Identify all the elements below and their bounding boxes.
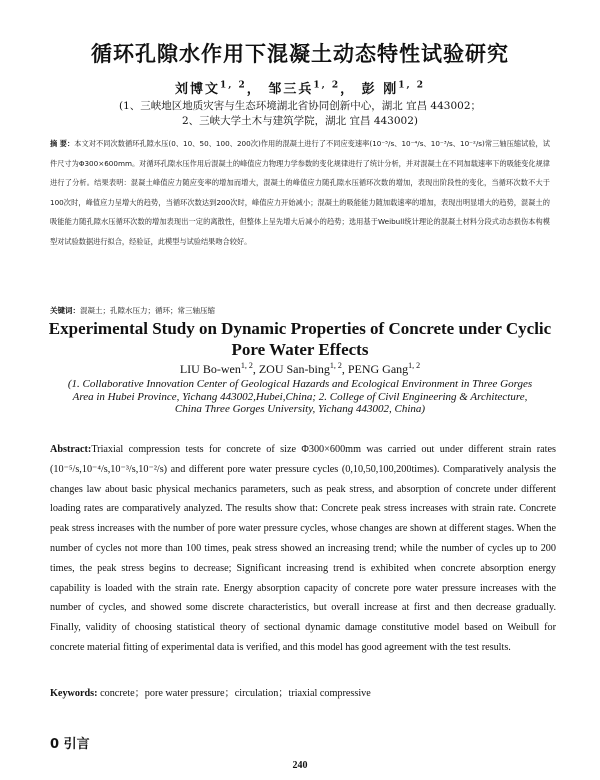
en-title-line-2: Pore Water Effects [231, 340, 369, 359]
english-affiliations: (1. Collaborative Innovation Center of Geological Hazards and Ecological Environment in Three Gorges Area in Hubei Province, Yichang 443002,Hubei,China; 2. College of Civil Engineering & Architecture, China Three Gorges University, Yichang 443002, China) [67, 378, 533, 415]
cn-author-1-sup: 1, 2 [220, 80, 247, 91]
chinese-title: 循环孔隙水作用下混凝土动态特性试验研究 [91, 42, 509, 66]
cn-keywords-label: 关键词： [50, 306, 80, 315]
page-number: 240 [292, 760, 308, 771]
section-heading-introduction: 0 引言 [50, 737, 90, 752]
cn-author-2: 邹三兵 [268, 82, 314, 97]
en-keywords-label: Keywords: [50, 688, 98, 699]
en-author-2-sup: 1, 2 [329, 361, 342, 370]
cn-affiliation-1: (1、三峡地区地质灾害与生态环境湖北省协同创新中心，湖北 宜昌 443002； [118, 100, 482, 112]
chinese-authors: 刘博文$^{1, 2}$， 邹三兵$^{1, 2}$， 彭 刚$^{1, 2}$ [174, 80, 425, 97]
en-title-line-1: Experimental Study on Dynamic Properties of Concrete under Cyclic [48, 319, 552, 338]
cn-author-3-sup: 1, 2 [398, 80, 425, 91]
en-abstract-label: Abstract: [50, 444, 92, 455]
cn-affiliation-2: 2、三峡大学土木与建筑学院，湖北 宜昌 443002) [181, 115, 419, 127]
en-abstract-text: Triaxial compression tests for concrete of size Φ300×600mm was carried out under different strain rates (10⁻⁵/s,10⁻⁴/s,10⁻³/s,10⁻²/s) and different pore water pressure cycles (0,10,50,100,200times). Comparatively analysis the changes law about basic physical mechanics parameters, such as peak stress, and absorption of concrete under different loading rates are comparatively analyzed. The results show that: Concrete peak stress increases with strain rate. Concrete peak stress increases with the number of pore water pressure cycles, whose changes are shown at different stages. When the number of cycles not more than 100 times, peak stress showed an increasing trend; while the number of cycles up to 200 times, the peak stress begins to decrease; Significant increasing trend is exhibited when concrete absorption energy capability is loaded with the strain rate. Energy absorption capacity of concrete pore water pressure increases with the number of cycles, and showed some discrete characteristics, but overall increase at first and then decrease gradually. Finally, validity of choosing statistical theory of sectional dynamic damage constitutive model based on Weibull for concrete material fitting of experimental data is verified, and this model has good agreement with the test results. [50, 444, 556, 653]
english-authors: LIU Bo-wen$^{1, 2}$, ZOU San-bing$^{1, 2}$, PENG Gang$^{1, 2}$ [179, 361, 421, 376]
cn-abstract-label: 摘 要： [50, 139, 75, 148]
english-title [0, 318, 600, 360]
english-abstract [50, 440, 556, 658]
en-author-3-sup: 1, 2 [408, 361, 421, 370]
cn-author-3: 彭 刚 [361, 82, 399, 97]
en-author-1: LIU Bo-wen [179, 362, 241, 376]
chinese-keywords [50, 305, 550, 316]
en-author-3: PENG Gang [347, 362, 409, 376]
en-author-2: ZOU San-bing [258, 362, 330, 376]
en-keywords-text: concrete；pore water pressure；circulation；triaxial compressive [97, 688, 371, 699]
cn-author-2-sup: 1, 2 [313, 80, 341, 91]
english-keywords [50, 684, 556, 699]
chinese-affiliations [0, 99, 600, 129]
cn-abstract-text: 本文对不同次数循环孔隙水压(0、10、50、100、200次)作用的混凝土进行了不同应变速率(10⁻⁵/s、10⁻⁴/s、10⁻³/s、10⁻²/s)常三轴压缩试验，试件尺寸为Φ300×600mm。对循环孔隙水压作用后混凝土的峰值应力物理力学参数的变化规律进行了统计分析，并对混凝土在不同加载速率下的吸能变化规律进行了分析。结果表明：混凝土峰值应力随应变率的增加而增大，混凝土的峰值应力随孔隙水压循环次数的增加，表现出阶段性的变化，当循环次数不大于100次时，峰值应力呈增大的趋势，当循环次数达到200次时，峰值应力开始减小；混凝土的吸能能力随加载速率的增加，表现出明显增大的趋势，混凝土的吸能能力随孔隙水压循环次数的增加表现出一定的离散性，但整体上呈先增大后减小的趋势；选用基于Weibull统计理论的混凝土材料分段式动态损伤本构模型对试验数据进行拟合，经验证，此模型与试验结果吻合较好。 [50, 139, 550, 246]
en-author-1-sup: 1, 2 [240, 361, 253, 370]
cn-author-1: 刘博文 [174, 82, 220, 97]
chinese-abstract [50, 134, 550, 251]
cn-keywords-text: 混凝土；孔隙水压力；循环；常三轴压缩 [80, 306, 215, 315]
